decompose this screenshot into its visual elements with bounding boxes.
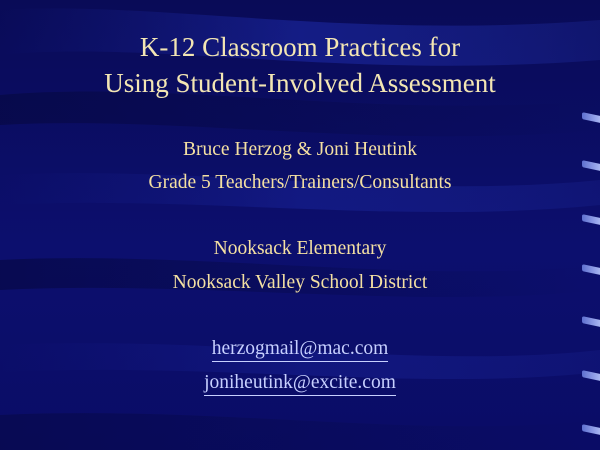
- email-link-heutink[interactable]: joniheutink@excite.com: [204, 372, 396, 396]
- district-name: Nooksack Valley School District: [172, 272, 428, 293]
- slide-title-line-1: K-12 Classroom Practices for: [139, 32, 461, 62]
- presenters-names: Bruce Herzog & Joni Heutink: [183, 139, 417, 160]
- email-link-herzog[interactable]: herzogmail@mac.com: [212, 338, 389, 362]
- school-name: Nooksack Elementary: [213, 238, 387, 259]
- presenters-roles: Grade 5 Teachers/Trainers/Consultants: [148, 172, 452, 193]
- slide-title-line-2: Using Student-Involved Assessment: [104, 68, 496, 98]
- slide-title: [0, 29, 600, 101]
